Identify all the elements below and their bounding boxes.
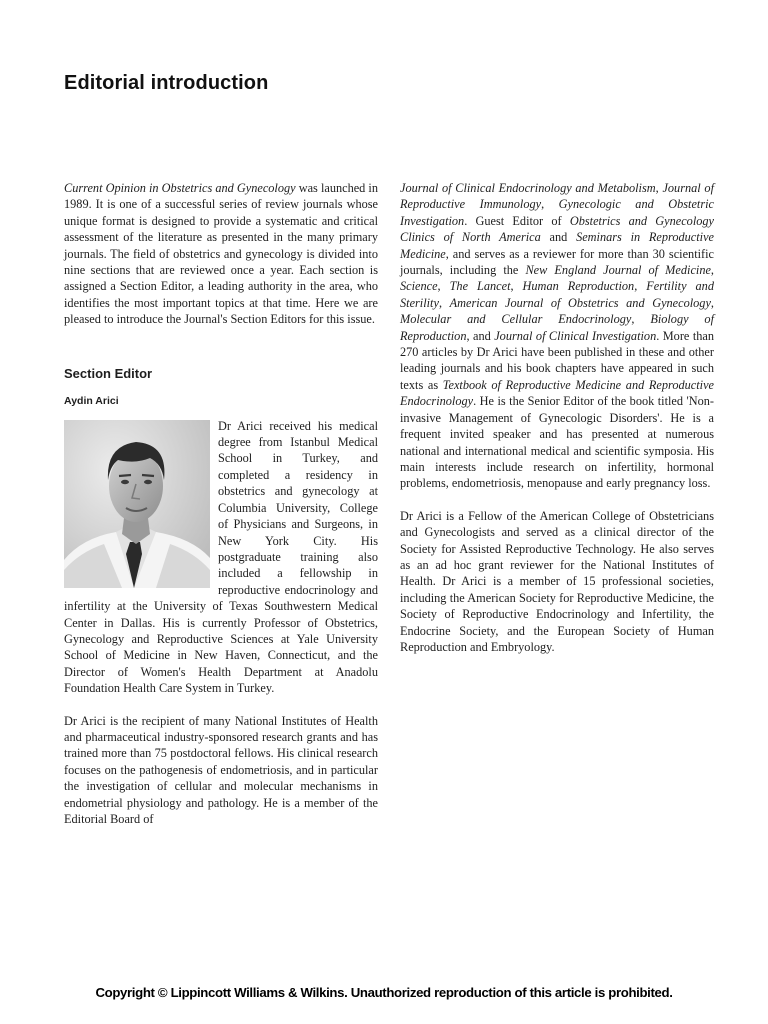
- text-run: ,: [438, 295, 450, 310]
- intro-paragraph: [64, 180, 378, 328]
- bio-paragraph-3: Dr Arici is a Fellow of the American College of Obstetricians and Gynecologists and served as a clinical director of the Society for Assisted Reproductive Technology. He also serves as an ad hoc grant reviewer for the National Institutes of Health. Dr Arici is a member of 15 professional societies, including the American Society for Reproductive Medicine, the Society of Reproductive Endocrinology and Infertility, the Endocrine Society, and the European Society of Human Reproduction and Embryology.: [400, 508, 714, 654]
- intro-text: was launched in 1989. It is one of a successful series of review journals whose unique format is designed to provide a systematic and critical assessment of the literature as presented in the many primary journals. The field of obstetrics and gynecology is divided into nine sections that are reviewed once a year. Each section is assigned a Section Editor, a leading authority in the area, who identifies the most important topics at that time. Here we are pleased to introduce the Journal's Section Editors for this issue.: [64, 181, 378, 327]
- journal-reference: Seminars in Reproductive Medicine: [400, 230, 714, 261]
- section-heading: Section Editor: [64, 365, 153, 381]
- editor-portrait-photo: [64, 420, 210, 588]
- text-run: ,: [510, 279, 523, 294]
- journal-reference: Biology of Reproduction: [400, 312, 714, 343]
- journal-reference: Obstetrics and Gynecology Clinics of North America: [400, 213, 714, 245]
- journal-reference: Journal of Clinical Investigation: [494, 328, 657, 343]
- portrait-icon: [64, 420, 210, 588]
- journal-reference: American Journal of Obstetrics and Gynecology: [449, 295, 711, 310]
- journal-reference: New England Journal of Medicine: [525, 263, 711, 278]
- text-run: , and serves as a reviewer for more than 30 scientific journals, including the: [400, 246, 714, 278]
- text-run: ,: [634, 279, 647, 294]
- article-title: Editorial introduction: [64, 72, 269, 94]
- editor-name: Aydin Arici: [64, 394, 119, 407]
- copyright-notice: Copyright © Lippincott Williams & Wilkins. Unauthorized reproduction of this article is prohibited.: [95, 985, 673, 1000]
- journal-reference: Journal of Clinical Endocrinology and Metabolism: [400, 181, 656, 195]
- journal-name: Current Opinion in Obstetrics and Gynecology: [64, 181, 296, 195]
- text-run: and: [540, 230, 577, 245]
- bio-paragraph-2-start: [64, 713, 378, 828]
- text-run: , and: [466, 328, 495, 343]
- text-run: ,: [437, 279, 450, 294]
- journal-reference: Science: [400, 279, 438, 294]
- journal-reference: Fertility and Sterility: [400, 279, 714, 310]
- journal-reference: Human Reproduction: [522, 279, 635, 294]
- bio-text-2: Dr Arici is the recipient of many National Institutes of Health and pharmaceutical industry-sponsored research grants and has trained more than 75 postdoctoral fellows. His clinical research focuses on the pathogenesis of endometriosis, and in particular the investigation of cellular and molecular mechanisms in endometrial physiology and pathology. He is a member of the Editorial Board of: [64, 713, 378, 826]
- journal-reference: Journal of Reproductive Immunology: [400, 181, 714, 212]
- bio-text-1: Dr Arici received his medical degree from Istanbul Medical School in Turkey, and completed a residency in obstetrics and gynecology at Columbia University, College of Physicians and Surgeons, in New York City. His postgraduate training also included a fellowship in reproductive endocrinology and infertility at the University of Texas Southwestern Medical Center in Dallas. His is currently Professor of Obstetrics, Gynecology and Reproductive Sciences at Yale University School of Medicine in New Haven, Connecticut, and the Director of Women's Health Department at Anadolu Foundation Health Care System in Turkey.: [64, 418, 378, 696]
- left-column: [64, 180, 378, 827]
- bio-paragraph-2-continued: [400, 180, 714, 492]
- text-run: ,: [710, 295, 714, 310]
- right-column: [400, 180, 714, 655]
- text-run: ,: [710, 263, 714, 278]
- text-run: . He is the Senior Editor of the book titled 'Non-invasive Management of Gynecologic Disorders'. He is a frequent invited speaker and has presented at numerous national and international medical and scientific symposia. His main interests include research on infertility, hormonal problems, endometriosis, menopause and early pregnancy loss.: [400, 394, 714, 491]
- text-run: . Guest Editor of: [464, 213, 570, 228]
- text-run: ,: [541, 197, 559, 212]
- book-reference: Textbook of Reproductive Medicine and Reproductive Endocrinology: [400, 377, 714, 409]
- journal-reference: Gynecologic and Obstetric Investigation: [400, 197, 714, 228]
- text-run: ,: [655, 181, 663, 195]
- bio-paragraph-1: [64, 418, 378, 697]
- journal-reference: Molecular and Cellular Endocrinology: [400, 312, 632, 327]
- journal-reference: The Lancet: [449, 279, 511, 294]
- text-run: ,: [631, 312, 651, 327]
- text-run: . More than 270 articles by Dr Arici have been published in these and other leading journals and his book chapters have appeared in such texts as: [400, 328, 714, 392]
